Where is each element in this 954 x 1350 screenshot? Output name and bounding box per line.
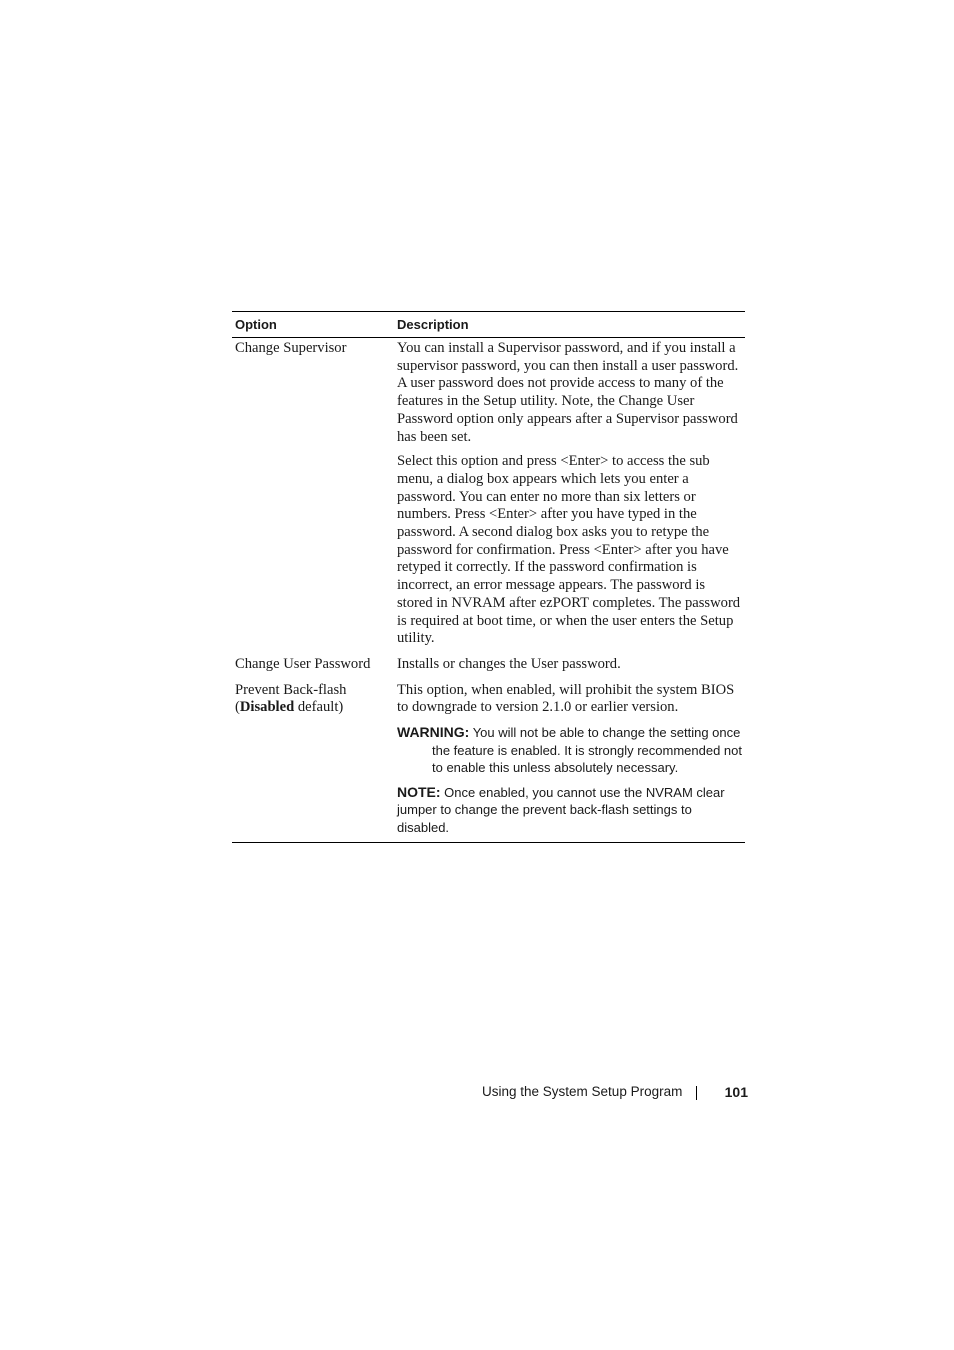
option-prevent-back-flash bbox=[232, 680, 394, 842]
column-header-description: Description bbox=[394, 312, 745, 338]
default-value: Disabled bbox=[239, 699, 295, 716]
warning-callout bbox=[397, 724, 742, 777]
column-header-option: Option bbox=[232, 312, 394, 338]
description-cell bbox=[394, 338, 745, 654]
table-header-row bbox=[232, 312, 745, 338]
description-cell bbox=[394, 680, 745, 842]
note-text: Once enabled, you cannot use the NVRAM clear jumper to change the prevent back-flash settings to disabled. bbox=[397, 784, 725, 836]
option-name: Prevent Back-flash bbox=[235, 681, 347, 698]
note-label: NOTE: bbox=[397, 783, 441, 800]
description-paragraph: Installs or changes the User password. bbox=[397, 655, 621, 672]
options-table bbox=[232, 311, 745, 843]
table-row bbox=[232, 680, 745, 842]
page-number: 101 bbox=[724, 1084, 748, 1100]
description-paragraph: You can install a Supervisor password, and if you install a supervisor password, you can then install a user password. A user password does not provide access to many of the features in the Setup utility. Note, the Change User Password option only appears after a Supervisor password has been set. bbox=[397, 340, 739, 445]
table-row bbox=[232, 338, 745, 654]
option-change-supervisor: Change Supervisor bbox=[235, 340, 347, 356]
option-change-user-password: Change User Password bbox=[235, 655, 371, 672]
description-paragraph: This option, when enabled, will prohibit the system BIOS to downgrade to version 2.1.0 or earlier version. bbox=[397, 681, 735, 716]
page-footer bbox=[482, 1084, 748, 1102]
default-open-paren: ( bbox=[235, 699, 240, 716]
description-paragraph: Select this option and press <Enter> to access the sub menu, a dialog box appears which lets you enter a password. You can enter no more than six letters or numbers. Press <Enter> after you have typed in the password. A second dialog box asks you to retype the password for confirmation. Press <Enter> after you have retyped it correctly. If the password confirmation is incorrect, an error message appears. The password is stored in NVRAM after ezPORT completes. The password is required at boot time, or when the user enters the Setup utility. bbox=[397, 453, 741, 647]
description-cell bbox=[394, 654, 745, 680]
footer-divider bbox=[696, 1086, 697, 1100]
default-suffix: default) bbox=[294, 699, 344, 716]
warning-label: WARNING: bbox=[397, 724, 470, 741]
note-callout bbox=[397, 784, 742, 837]
footer-section-title: Using the System Setup Program bbox=[482, 1084, 683, 1099]
warning-text: You will not be able to change the setting once the feature is enabled. It is strongly recommended not to enable this unless absolutely necessary. bbox=[432, 725, 743, 776]
table-row bbox=[232, 654, 745, 680]
